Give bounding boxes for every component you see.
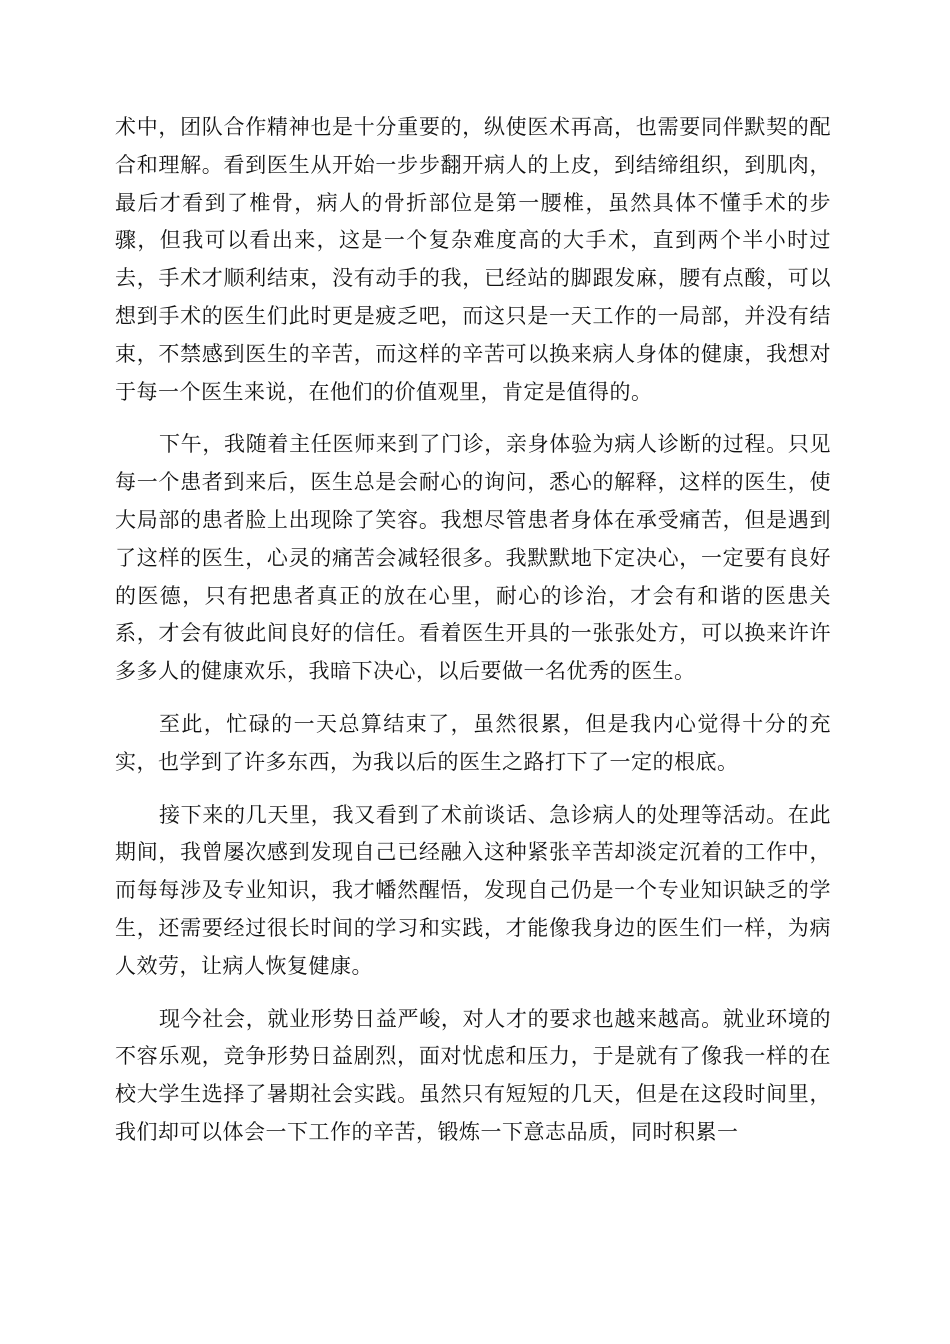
paragraph-following-days: 接下来的几天里，我又看到了术前谈话、急诊病人的处理等活动。在此期间，我曾屡次感到发现自己已经融入这种紧张辛苦却淡定沉着的工作中，而每每涉及专业知识，我才幡然醒悟，发现自己仍是一个专业知识缺乏的学生，还需要经过很长时间的学习和实践，才能像我身边的医生们一样，为病人效劳，让病人恢复健康。 (115, 802, 831, 978)
paragraph-social-practice: 现今社会，就业形势日益严峻，对人才的要求也越来越高。就业环境的不容乐观，竞争形势日益剧烈，面对忧虑和压力，于是就有了像我一样的在校大学生选择了暑期社会实践。虽然只有短短的几天，但是在这段时间里，我们却可以体会一下工作的辛苦，锻炼一下意志品质，同时积累一 (115, 1006, 831, 1144)
paragraph-afternoon-clinic: 下午，我随着主任医师来到了门诊，亲身体验为病人诊断的过程。只见每一个患者到来后，医生总是会耐心的询问，悉心的解释，这样的医生，使大局部的患者脸上出现除了笑容。我想尽管患者身体在承受痛苦，但是遇到了这样的医生，心灵的痛苦会减轻很多。我默默地下定决心，一定要有良好的医德，只有把患者真正的放在心里，耐心的诊治，才会有和谐的医患关系，才会有彼此间良好的信任。看着医生开具的一张张处方，可以换来许许多多人的健康欢乐，我暗下决心，以后要做一名优秀的医生。 (115, 432, 831, 684)
paragraph-day-end: 至此，忙碌的一天总算结束了，虽然很累，但是我内心觉得十分的充实，也学到了许多东西，为我以后的医生之路打下了一定的根底。 (115, 711, 831, 774)
paragraph-surgery-teamwork: 术中，团队合作精神也是十分重要的，纵使医术再高，也需要同伴默契的配合和理解。看到医生从开始一步步翻开病人的上皮，到结缔组织，到肌肉，最后才看到了椎骨，病人的骨折部位是第一腰椎，虽然具体不懂手术的步骤，但我可以看出来，这是一个复杂难度高的大手术，直到两个半小时过去，手术才顺利结束，没有动手的我，已经站的脚跟发麻，腰有点酸，可以想到手术的医生们此时更是疲乏吧，而这只是一天工作的一局部，并没有结束，不禁感到医生的辛苦，而这样的辛苦可以换来病人身体的健康，我想对于每一个医生来说，在他们的价值观里，肯定是值得的。 (115, 115, 831, 404)
document-body (115, 109, 831, 1167)
